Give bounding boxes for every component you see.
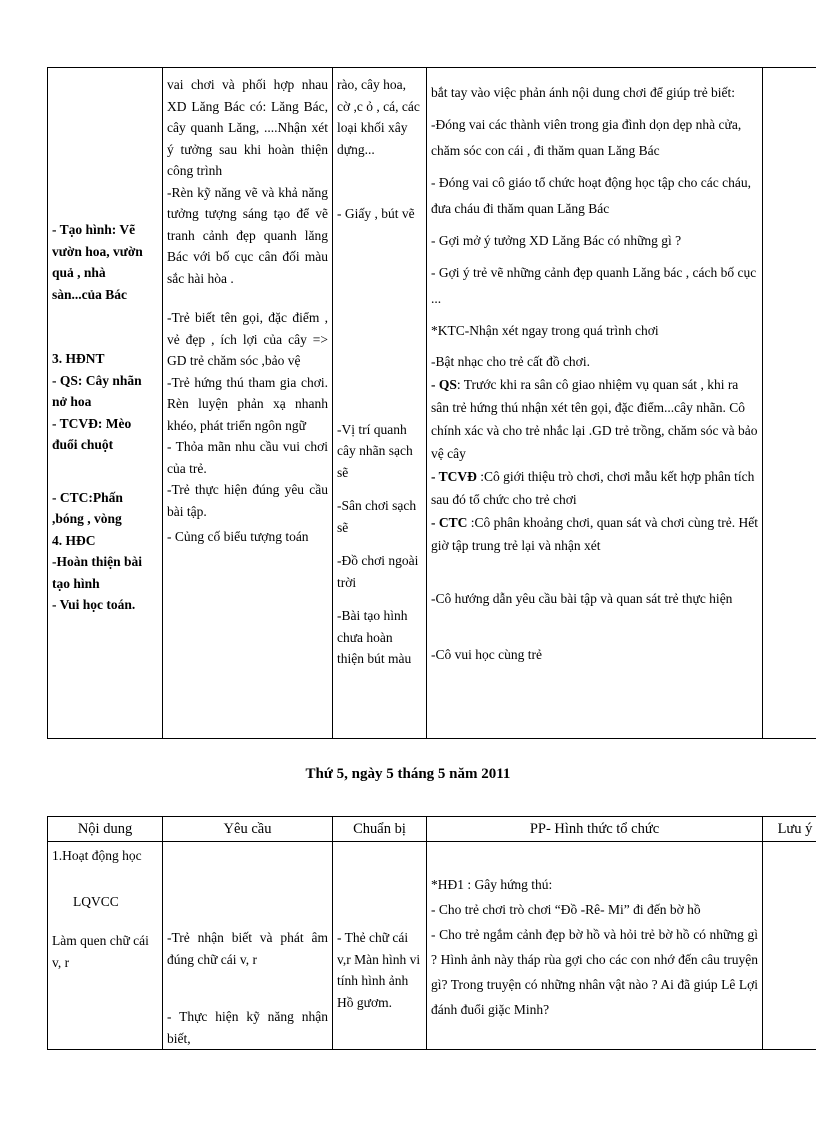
prep-para-6: -Bài tạo hình chưa hoàn thiện bút màu xyxy=(337,608,412,666)
method-hd1: *HĐ1 : Gây hứng thú: xyxy=(431,877,553,892)
requirement-cell xyxy=(163,842,333,1050)
method-cell xyxy=(427,842,763,1050)
content-vui-hoc: - Vui học toán. xyxy=(52,597,136,612)
prep-the-chu-cai: - Thẻ chữ cái v,r Màn hình vi tính hình ảnh Hồ gươm. xyxy=(337,930,421,1010)
req-para-7: - Củng cố biểu tượng toán xyxy=(167,529,309,544)
header-yeu-cau: Yêu cầu xyxy=(163,817,333,842)
prep-para-5: -Đồ chơi ngoài trời xyxy=(337,553,419,590)
content-cell xyxy=(48,68,163,739)
content-lqvcc: LQVCC xyxy=(73,893,119,909)
req-para-5: - Thỏa mãn nhu cầu vui chơi của trẻ. xyxy=(167,439,328,476)
content-hoat-dong-hoc: 1.Hoạt động học xyxy=(52,848,142,863)
table-row xyxy=(48,842,816,1050)
req-ky-nang: - Thực hiện kỹ năng nhận biết, xyxy=(167,1009,328,1046)
method-tcvd-label: - TCVĐ xyxy=(431,469,477,484)
method-para-10 xyxy=(431,511,758,557)
method-para-4: - Gợi mở ý tưởng XD Lăng Bác có những gì ? xyxy=(431,233,682,248)
method-para-7: -Bật nhạc cho trẻ cất đồ chơi. xyxy=(431,354,590,369)
content-tcvd: - TCVĐ: Mèo đuổi chuột xyxy=(52,415,132,452)
table-header-row xyxy=(48,817,816,842)
note-cell xyxy=(763,68,816,739)
content-cell xyxy=(48,842,163,1050)
req-para-1: vai chơi và phối hợp nhau XD Lăng Bác có: Lăng Bác, cây quanh Lăng, ....Nhận xét ý tưởng sau khi hoàn thiện công trình xyxy=(167,77,328,178)
method-para-9 xyxy=(431,465,758,511)
req-para-2: -Rèn kỹ năng vẽ và khả năng tưởng tượng sáng tạo để vẽ tranh cảnh đẹp quanh lăng Bác với bố cục cân đối màu sắc hài hòa . xyxy=(167,184,328,286)
content-ctc: - CTC:Phấn ,bóng , vòng xyxy=(52,489,123,526)
note-cell xyxy=(763,842,816,1050)
req-para-4: -Trẻ hứng thú tham gia chơi. Rèn luyện phản xạ nhanh khéo, phát triển ngôn ngữ xyxy=(167,374,328,433)
req-para-6: -Trẻ thực hiện đúng yêu cầu bài tập. xyxy=(167,482,328,519)
prep-para-2: - Giấy , bút vẽ xyxy=(337,206,415,221)
content-lam-quen: Làm quen chữ cái v, r xyxy=(52,933,149,970)
method-qs-text: : Trước khi ra sân cô giao nhiệm vụ quan sát , khi ra sân trẻ hứng thú nhận xét tên gọi, đặc điểm...cây nhãn. Cô chính xác và cho trẻ nhắc lại .GD trẻ trồng, chăm sóc và bảo vệ cây xyxy=(431,377,758,461)
method-para-5: - Gợi ý trẻ vẽ những cảnh đẹp quanh Lăng bác , cách bố cục ... xyxy=(431,265,757,306)
method-para-1: bắt tay vào việc phản ánh nội dung chơi để giúp trẻ biết: xyxy=(431,85,736,100)
method-para-11: -Cô hướng dẫn yêu cầu bài tập và quan sát trẻ thực hiện xyxy=(431,591,733,606)
method-ctc-label: - CTC xyxy=(431,515,468,530)
content-tao-hinh: - Tạo hình: Vẽ vườn hoa, vườn quả , nhà sàn...của Bác xyxy=(52,222,143,302)
preparation-cell xyxy=(333,68,427,739)
content-hoan-thien: -Hoàn thiện bài tạo hình xyxy=(52,554,143,591)
table-row xyxy=(48,68,816,739)
preparation-cell xyxy=(333,842,427,1050)
header-luu-y: Lưu ý xyxy=(763,817,816,842)
header-noi-dung: Nội dung xyxy=(48,817,163,842)
method-ctc-text: :Cô phân khoảng chơi, quan sát và chơi cùng trẻ. Hết giờ tập trung trẻ lại và nhận xét xyxy=(431,515,758,553)
method-para-12: -Cô vui học cùng trẻ xyxy=(431,647,542,662)
plan-table-continued xyxy=(47,67,816,739)
method-do-re-mi: - Cho trẻ chơi trò chơi “Đồ -Rê- Mi” đi đến bờ hồ xyxy=(431,902,701,917)
method-qs-label: - QS xyxy=(431,377,457,392)
method-para-6: *KTC-Nhận xét ngay trong quá trình chơi xyxy=(431,323,659,338)
content-qs: - QS: Cây nhãn nở hoa xyxy=(52,372,142,409)
method-para-2: -Đóng vai các thành viên trong gia đình dọn dẹp nhà cửa, chăm sóc con cái , đi thăm quan Lăng Bác xyxy=(431,117,742,158)
req-para-3: -Trẻ biết tên gọi, đặc điểm , vẻ đẹp , ích lợi của cây => GD trẻ chăm sóc ,bảo vệ xyxy=(167,310,328,368)
method-para-3: - Đóng vai cô giáo tổ chức hoạt động học tập cho các cháu, đưa cháu đi thăm quan Lăng Bác xyxy=(431,175,751,216)
method-tcvd-text: :Cô giới thiệu trò chơi, chơi mẫu kết hợp phân tích sau đó tổ chức cho trẻ chơi xyxy=(431,469,755,507)
plan-table-thursday xyxy=(47,816,816,1050)
requirement-cell xyxy=(163,68,333,739)
req-nhan-biet: -Trẻ nhận biết và phát âm đúng chữ cái v, r xyxy=(167,930,328,967)
method-ngam-canh: - Cho trẻ ngắm cảnh đẹp bờ hồ và hỏi trẻ bờ hồ có những gì ? Hình ảnh này tháp rùa gợi cho các con nhớ đến câu truyện gì? Trong truyện có những nhân vật nào ? Ai đã giúp Lê Lợi đánh đuổi giặc Minh? xyxy=(431,927,758,1017)
method-para-8 xyxy=(431,373,758,465)
prep-para-3: -Vị trí quanh cây nhãn sạch sẽ xyxy=(337,421,413,480)
header-pp-hinh-thuc: PP- Hình thức tổ chức xyxy=(427,817,763,842)
method-cell xyxy=(427,68,763,739)
content-hdnt: 3. HĐNT xyxy=(52,351,105,366)
prep-para-4: -Sân chơi sạch sẽ xyxy=(337,498,417,535)
header-chuan-bi: Chuẩn bị xyxy=(333,817,427,842)
content-hdc: 4. HĐC xyxy=(52,532,96,548)
date-title: Thứ 5, ngày 5 tháng 5 năm 2011 xyxy=(305,766,511,782)
prep-para-1: rào, cây hoa, cờ ,c ỏ , cá, các loại khối xây dựng... xyxy=(337,77,420,157)
